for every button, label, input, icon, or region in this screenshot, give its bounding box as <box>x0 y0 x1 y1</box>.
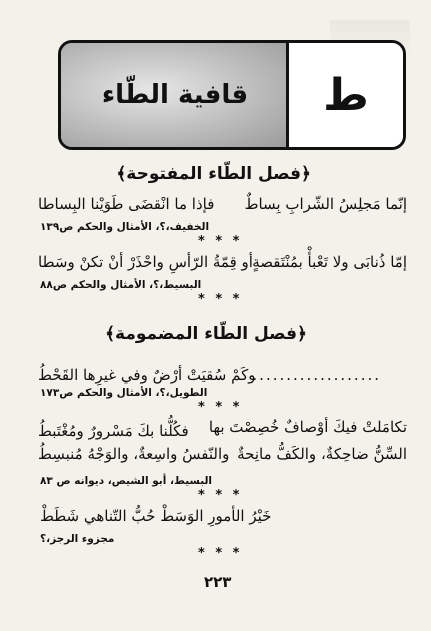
verse-hemistich: إمّا ذُنابَى ولا تَعْبأْ بمُنْتَقصةٍ <box>252 253 407 271</box>
verse-hemistich: إنّما مَجلِسُ الشّرابِ بِساطٌ <box>244 195 407 213</box>
verse-dots: ................... <box>252 366 381 384</box>
verse-hemistich: تكامَلتْ فيكَ أوْصافٌ خُصِصْتَ بها <box>208 418 407 436</box>
verse-hemistich: فكُلُّنا بكَ مَسْرورٌ ومُغْتَبطُ <box>38 422 189 440</box>
verse-hemistich: السِّنُّ ضاحِكةٌ، والكَفُّ مانِحةٌ <box>237 445 407 463</box>
separator: * * * <box>198 488 243 503</box>
chapter-title-panel <box>61 43 289 147</box>
verse-source: البسيط،؟، الأمثال والحكم ص٨٨ <box>40 279 202 291</box>
verse-hemistich: أو قِمّةُ الرّأسِ واحْذَرْ أنْ تكنْ وسَطا <box>38 253 253 271</box>
verse-hemistich: فإذا ما انْقضَى طَوَيْنا البِساطا <box>38 195 215 213</box>
chapter-letter-panel <box>286 43 403 147</box>
chapter-title: قافية الطّاء <box>101 80 249 110</box>
separator: * * * <box>198 546 243 561</box>
chapter-header <box>58 40 406 150</box>
chapter-letter: ط <box>323 69 369 121</box>
section-title: ﴿فصل الطّاء المضمومة﴾ <box>105 324 307 344</box>
verse-source: البسيط، أبو الشيص، ديوانه ص ٨٣ <box>40 475 213 487</box>
separator: * * * <box>198 400 243 415</box>
verse-hemistich: والنّفسُ واسِعةٌ، والوَجْهُ مُنبسِطُ <box>38 445 230 463</box>
verse-hemistich: وكَمْ سُقيَتْ أرْضٌ وفي غيرِها القَحْطُ <box>38 366 256 384</box>
verse-source: الخفيف،؟، الأمثال والحكم ص١٣٩ <box>40 221 210 233</box>
verse-line: خَيْرُ الأمورِ الوَسَطْ حُبُّ التّناهي شَطَطْ <box>40 507 272 525</box>
verse-source: مجزوء الرجز،؟ <box>40 533 115 545</box>
separator: * * * <box>198 292 243 307</box>
separator: * * * <box>198 234 243 249</box>
page-number: ٢٢٣ <box>204 573 232 591</box>
verse-source: الطويل،؟، الأمثال والحكم ص١٧٣ <box>40 387 208 399</box>
section-title: ﴿فصل الطّاء المفتوحة﴾ <box>116 164 311 184</box>
